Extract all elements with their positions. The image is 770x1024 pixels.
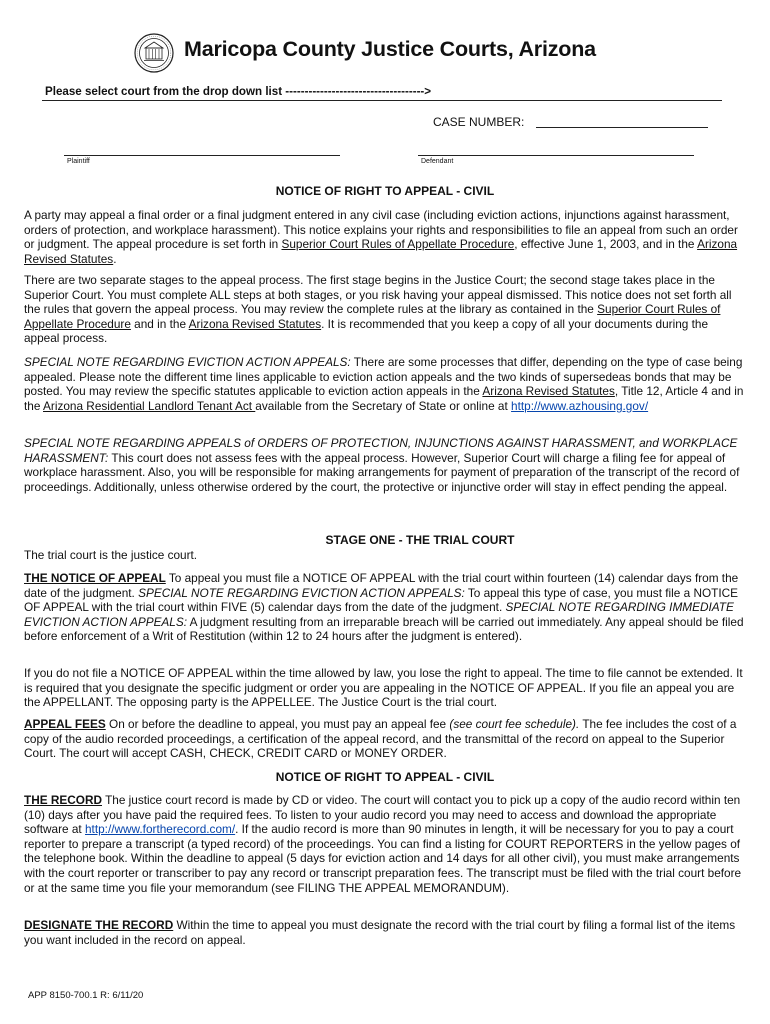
intro-paragraph: A party may appeal a final order or a final judgment entered in any civil case (including eviction actions, injunctions against harassment, orders of protection, and workplace harassment). This notice explains your rights and responsibilities to file an appeal from such an order or judgment. The appeal procedure is set forth in Superior Court Rules of Appellate Procedure, effective June 1, 2003, and in the Arizona Revised Statutes. <box>24 208 738 266</box>
stages-paragraph: There are two separate stages to the appeal process. The first stage begins in the Justice Court; the second stage takes place in the Superior Court. You must complete ALL steps at both stages, or you risk having your appeal dismissed. This notice does not set forth all the rules that govern the appeal process. You may review the complete rules at the library as contained in the Superior Court Rules of Appellate Procedure and in the Arizona Revised Statutes. It is recommended that you keep a copy of all your documents during the appeal process. <box>24 273 732 346</box>
revised-statutes-reference: Arizona Revised Statutes <box>188 316 322 331</box>
appeal-fees-heading: APPEAL FEES <box>24 717 106 731</box>
landlord-tenant-act-reference: Arizona Residential Landlord Tenant Act <box>43 398 256 413</box>
revised-statutes-reference: Arizona Revised Statutes <box>24 237 738 266</box>
appellate-rules-reference: Superior Court Rules of Appellate Procedure <box>24 302 721 331</box>
appellate-rules-reference: Superior Court Rules of Appellate Procedure <box>281 237 515 252</box>
plaintiff-field[interactable] <box>64 155 340 156</box>
stage-one-heading: STAGE ONE - THE TRIAL COURT <box>325 533 515 547</box>
notice-of-appeal-heading: THE NOTICE OF APPEAL <box>24 571 166 585</box>
page-title: Maricopa County Justice Courts, Arizona <box>184 37 596 61</box>
eviction-note-paragraph: SPECIAL NOTE REGARDING EVICTION ACTION APPEALS: There are some processes that differ, depending on the type of case being appealed. Please note the different time lines applicable to eviction action appeals and the two kinds of supersedeas bonds that may be posted. You may review the specific statutes applicable to eviction action appeals in the Arizona Revised Statutes, Title 12, Article 4 and in the Arizona Residential Landlord Tenant Act available from the Secretary of State or online at http://www.azhousing.gov/ <box>24 355 744 413</box>
case-number-field[interactable] <box>536 127 708 128</box>
appeal-fees-paragraph: APPEAL FEES On or before the deadline to appeal, you must pay an appeal fee (see court fee schedule). The fee includes the cost of a copy of the audio recorded proceedings, a certification of the appeal record, and the transmittal of the record on appeal to the Superior Court. The court will accept CASH, CHECK, CREDIT CARD or MONEY ORDER. <box>24 717 737 761</box>
revised-statutes-reference: Arizona Revised Statutes <box>482 384 615 399</box>
form-code-footer: APP 8150-700.1 R: 6/11/20 <box>28 990 144 1001</box>
defendant-field[interactable] <box>418 155 694 156</box>
record-heading: THE RECORD <box>24 793 102 807</box>
county-seal-icon <box>134 33 174 73</box>
designate-record-heading: DESIGNATE THE RECORD <box>24 918 174 932</box>
court-select-underline <box>42 100 722 101</box>
fortherecord-link[interactable]: http://www.fortherecord.com/ <box>84 822 236 837</box>
designate-record-paragraph: DESIGNATE THE RECORD Within the time to appeal you must designate the record with the trial court by filing a formal list of the items you want included in the record on appeal. <box>24 918 736 947</box>
filing-deadline-paragraph: If you do not file a NOTICE OF APPEAL within the time allowed by law, you lose the right to appeal. The time to file cannot be extended. It is required that you designate the specific judgment or order you are appealing in the NOTICE OF APPEAL. If you file an appeal you are the APPELLANT. The opposing party is the APPELLEE. The Justice Court is the trial court. <box>24 666 743 710</box>
plaintiff-label: Plaintiff <box>67 158 90 165</box>
notice-title-repeat: NOTICE OF RIGHT TO APPEAL - CIVIL <box>275 770 495 784</box>
court-select-dropdown[interactable]: Please select court from the drop down list ------------------------------------> <box>45 85 432 98</box>
record-paragraph: THE RECORD The justice court record is made by CD or video. The court will contact you to pick up a copy of the audio record within ten (10) days after you have paid the required fees. To listen to your audio record you may need to access and download the appropriate software at http://www.fortherecord.com/. If the audio record is more than 90 minutes in length, it will be necessary for you to pay a court reporter to prepare a transcript (a typed record) of the proceedings. You can find a listing for COURT REPORTERS in the yellow pages of the telephone book. Within the deadline to appeal (5 days for eviction action and 14 days for all other civil), you must make arrangements with the court reporter or transcriber to pay any record or transcript preparation fees. The transcript must be filed with the trial court before or at the same time you file your memorandum (see FILING THE APPEAL MEMORANDUM). <box>24 793 742 895</box>
defendant-label: Defendant <box>421 158 454 165</box>
notice-of-appeal-paragraph: THE NOTICE OF APPEAL To appeal you must file a NOTICE OF APPEAL with the trial court within fourteen (14) calendar days from the date of the judgment. SPECIAL NOTE REGARDING EVICTION ACTION APPEALS: To appeal this type of case, you must file a NOTICE OF APPEAL with the trial court within FIVE (5) calendar days from the date of the judgment. SPECIAL NOTE REGARDING IMMEDIATE EVICTION ACTION APPEALS: A judgment resulting from an irreparable breach will be carried out immediately. Any appeal should be filed before enforcement of a Writ of Restitution (within 12 to 24 hours after the judgment is entered). <box>24 571 744 644</box>
azhousing-link[interactable]: http://www.azhousing.gov/ <box>511 398 649 413</box>
protection-orders-note-paragraph: SPECIAL NOTE REGARDING APPEALS of ORDERS OF PROTECTION, INJUNCTIONS AGAINST HARASSMENT, and WORKPLACE HARASSMENT: This court does not assess fees with the appeal process. However, Superior Court will charge a filing fee for appeal of workplace harassment. Also, you will be responsible for making arrangements for payment of preparation of the transcript of the record of proceedings. Additionally, unless otherwise ordered by the court, the protective or injunctive order will stay in effect pending the appeal. <box>24 436 740 494</box>
case-number-label: CASE NUMBER: <box>433 115 525 129</box>
trial-court-text: The trial court is the justice court. <box>24 548 198 562</box>
notice-title: NOTICE OF RIGHT TO APPEAL - CIVIL <box>275 184 495 198</box>
